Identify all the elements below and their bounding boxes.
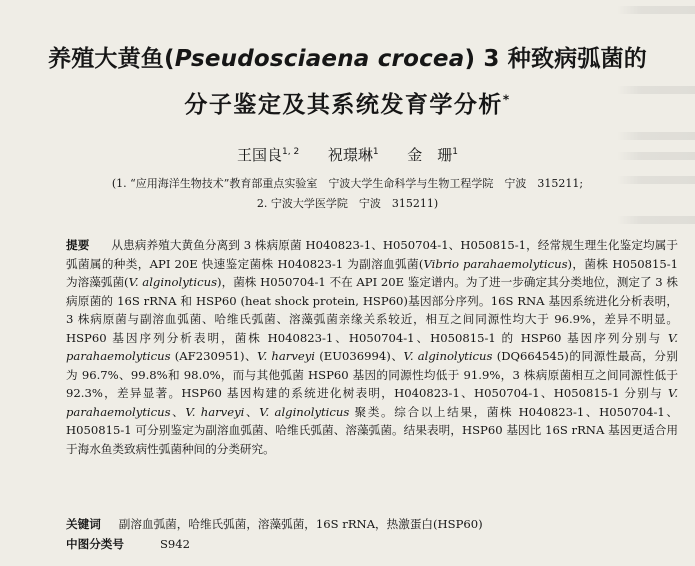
- species-name: V. harveyi: [185, 404, 245, 419]
- abstract-body: [66, 238, 678, 456]
- title-latin-name: Pseudosciaena crocea: [174, 46, 465, 72]
- author-list: [0, 144, 695, 165]
- keywords-label: 关键词: [66, 517, 101, 531]
- abstract-text: 聚类。综合以上结果，菌株 H040823-1、H050704-1、H050815-1 可分别鉴定为副溶血弧菌、哈维氏弧菌、溶藻弧菌。结果表明，HSP60 基因比 16S rRNA 基因更适合用于海水鱼类致病性弧菌种间的分类研究。: [66, 404, 678, 456]
- keywords: [66, 516, 678, 532]
- species-name: V. parahaemolyticus: [66, 330, 678, 363]
- abstract-text: 从患病养殖大黄鱼分离到 3 株病原菌 H040823-1、H050704-1、H050815-1，经常规生理生化鉴定均属于弧菌属的种类，API 20E 快速鉴定菌株 H040823-1 为副溶血弧菌(: [66, 238, 678, 271]
- author-name: 金 珊: [407, 146, 453, 164]
- title-text: 分子鉴定及其系统发育学分析: [184, 92, 503, 118]
- species-name: V. alginolyticus: [259, 404, 350, 419]
- abstract-paragraph: [66, 236, 678, 458]
- abstract: [66, 236, 678, 458]
- author-affiliation-mark: 1: [372, 147, 379, 157]
- title-text: 养殖大黄鱼(: [48, 46, 175, 72]
- keywords-text: 副溶血弧菌，哈维氏弧菌，溶藻弧菌，16S rRNA，热激蛋白(HSP60): [118, 517, 483, 531]
- species-name: V. alginolyticus: [403, 349, 493, 363]
- author-name: 王国良: [237, 146, 283, 164]
- species-name: V. alginolyticus: [128, 275, 218, 289]
- author-affiliation-mark: 1, 2: [282, 147, 300, 157]
- species-name: Vibrio parahaemolyticus: [423, 256, 568, 271]
- affiliation-line-1: (1. “应用海洋生物技术”教育部重点实验室 宁波大学生命科学与生物工程学院 宁波 315211;: [111, 177, 584, 190]
- affiliation-line-2: 2. 宁波大学医学院 宁波 315211): [256, 197, 439, 210]
- author: [328, 146, 379, 164]
- title-footnote-mark: *: [502, 92, 511, 107]
- species-name: V. harveyi: [257, 349, 316, 363]
- paper-title-line-2: [0, 86, 695, 119]
- abstract-text: (AF230951)、: [170, 349, 258, 363]
- abstract-text: )，菌株 H050815-1 为溶藻弧菌(: [66, 256, 678, 289]
- abstract-label: 提要: [66, 238, 90, 252]
- author: [407, 146, 458, 164]
- paper-title-line-1: [0, 40, 695, 73]
- classification-code: S942: [159, 537, 191, 551]
- classification-label: 中图分类号: [66, 537, 124, 551]
- title-text: ) 3 种致病弧菌的: [464, 46, 647, 72]
- abstract-text: (DQ664545)的同源性最高，分别为 96.7%、99.8%和 98.0%，而与其他弧菌 HSP60 基因的同源性均低于 91.9%，3 株病原菌相互之间同源性低于 92.3%，差异显著。HSP60 基因构建的系统进化树表明，H040823-1、H050704-1、H050815-1 分别与: [66, 349, 678, 400]
- species-name: V. parahaemolyticus: [66, 386, 678, 419]
- classification-number: [66, 536, 678, 552]
- abstract-text: 、: [244, 404, 260, 419]
- abstract-text: )，菌株 H050704-1 不在 API 20E 鉴定谱内。为了进一步确定其分类地位，测定了 3 株病原菌的 16S rRNA 和 HSP60 (heat shock protein, HSP60)基因部分序列。16S RNA 基因系统进化分析表明，3 株病原菌与副溶血弧菌、哈维氏弧菌、溶藻弧菌亲缘关系较近，相互之间同源性均大于 96.9%，差异不明显。HSP60 基因序列分析表明，菌株 H040823-1、H050704-1、H050815-1 的 HSP60 基因序列分别与: [66, 275, 678, 345]
- author-name: 祝璟琳: [327, 146, 373, 164]
- author-affiliation-mark: 1: [452, 147, 458, 157]
- abstract-text: 、: [170, 404, 186, 419]
- author: [237, 146, 299, 164]
- abstract-text: (EU036994)、: [315, 349, 404, 363]
